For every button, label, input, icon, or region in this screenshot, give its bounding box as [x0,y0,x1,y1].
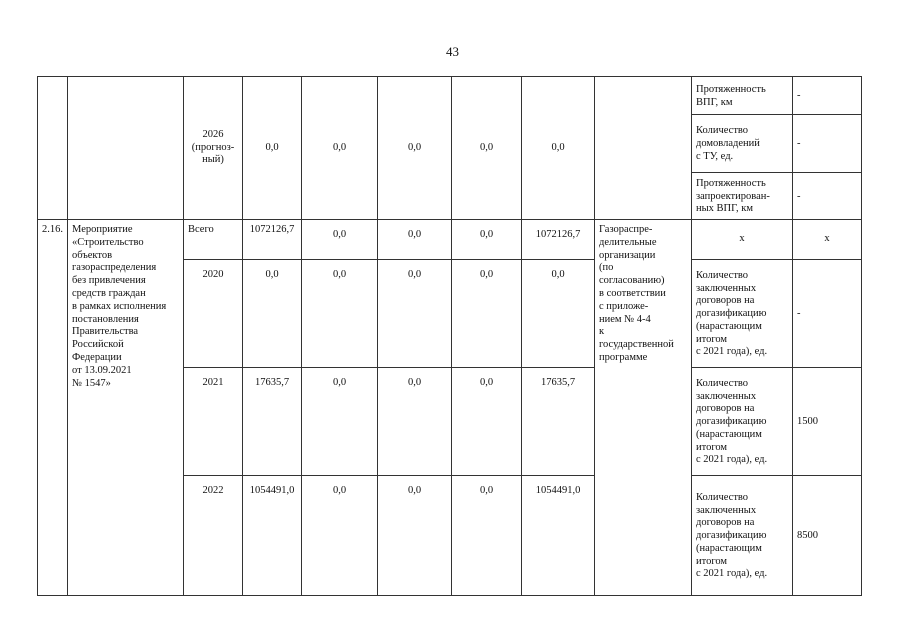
indicator-value-cell: - [793,260,862,368]
value-cell: 0,0 [452,260,522,368]
year-cell: 2021 [184,368,243,476]
table-row [38,77,862,115]
indicator-value-cell: - [793,173,862,220]
page-number: 43 [446,44,459,59]
value-cell: 0,0 [378,260,452,368]
empty-number-cell [38,77,68,220]
value-cell: 0,0 [378,77,452,220]
indicator-value-cell: 1500 [793,368,862,476]
value-cell: 0,0 [522,77,595,220]
indicator-name-cell: х [692,220,793,260]
value-cell: 1072126,7 [522,220,595,260]
item-name-cell: Мероприятие «Строительство объектов газораспределения без привлечения средств граждан в рамках исполнения постановления Правительства Российской Федерации от 13.09.2021 № 1547» [68,220,184,596]
item-number-cell: 2.16. [38,220,68,596]
value-cell: 0,0 [378,220,452,260]
value-cell: 0,0 [243,77,302,220]
indicator-value-cell: х [793,220,862,260]
indicator-value-cell: 8500 [793,476,862,596]
value-cell: 0,0 [452,77,522,220]
table-row [38,220,862,260]
indicator-name-cell: Протяженность запроектирован- ных ВПГ, км [692,173,793,220]
indicator-value-cell: - [793,115,862,173]
value-cell: 17635,7 [243,368,302,476]
value-cell: 1072126,7 [243,220,302,260]
value-cell: 17635,7 [522,368,595,476]
value-cell: 0,0 [378,368,452,476]
year-cell: Всего [184,220,243,260]
value-cell: 0,0 [302,476,378,596]
empty-executor-cell [595,77,692,220]
value-cell: 1054491,0 [522,476,595,596]
year-cell: 2020 [184,260,243,368]
indicator-name-cell: Количество заключенных договоров на догазификацию (нарастающим итогом с 2021 года), ед. [692,368,793,476]
value-cell: 0,0 [243,260,302,368]
value-cell: 0,0 [452,368,522,476]
executor-cell: Газораспре- делительные организации (по согласованию) в соответствии с приложе- нием № 4-4 к государственной программе [595,220,692,596]
indicator-name-cell: Протяженность ВПГ, км [692,77,793,115]
indicator-value-cell: - [793,77,862,115]
value-cell: 1054491,0 [243,476,302,596]
value-cell: 0,0 [302,220,378,260]
value-cell: 0,0 [302,368,378,476]
indicator-name-cell: Количество заключенных договоров на догазификацию (нарастающим итогом с 2021 года), ед. [692,260,793,368]
indicator-name-cell: Количество заключенных договоров на догазификацию (нарастающим итогом с 2021 года), ед. [692,476,793,596]
year-cell: 2022 [184,476,243,596]
value-cell: 0,0 [452,220,522,260]
indicator-name-cell: Количество домовладений с ТУ, ед. [692,115,793,173]
empty-name-cell [68,77,184,220]
year-cell: 2026 (прогноз- ный) [184,77,243,220]
value-cell: 0,0 [302,77,378,220]
value-cell: 0,0 [452,476,522,596]
value-cell: 0,0 [522,260,595,368]
value-cell: 0,0 [378,476,452,596]
value-cell: 0,0 [302,260,378,368]
program-table [37,76,862,596]
